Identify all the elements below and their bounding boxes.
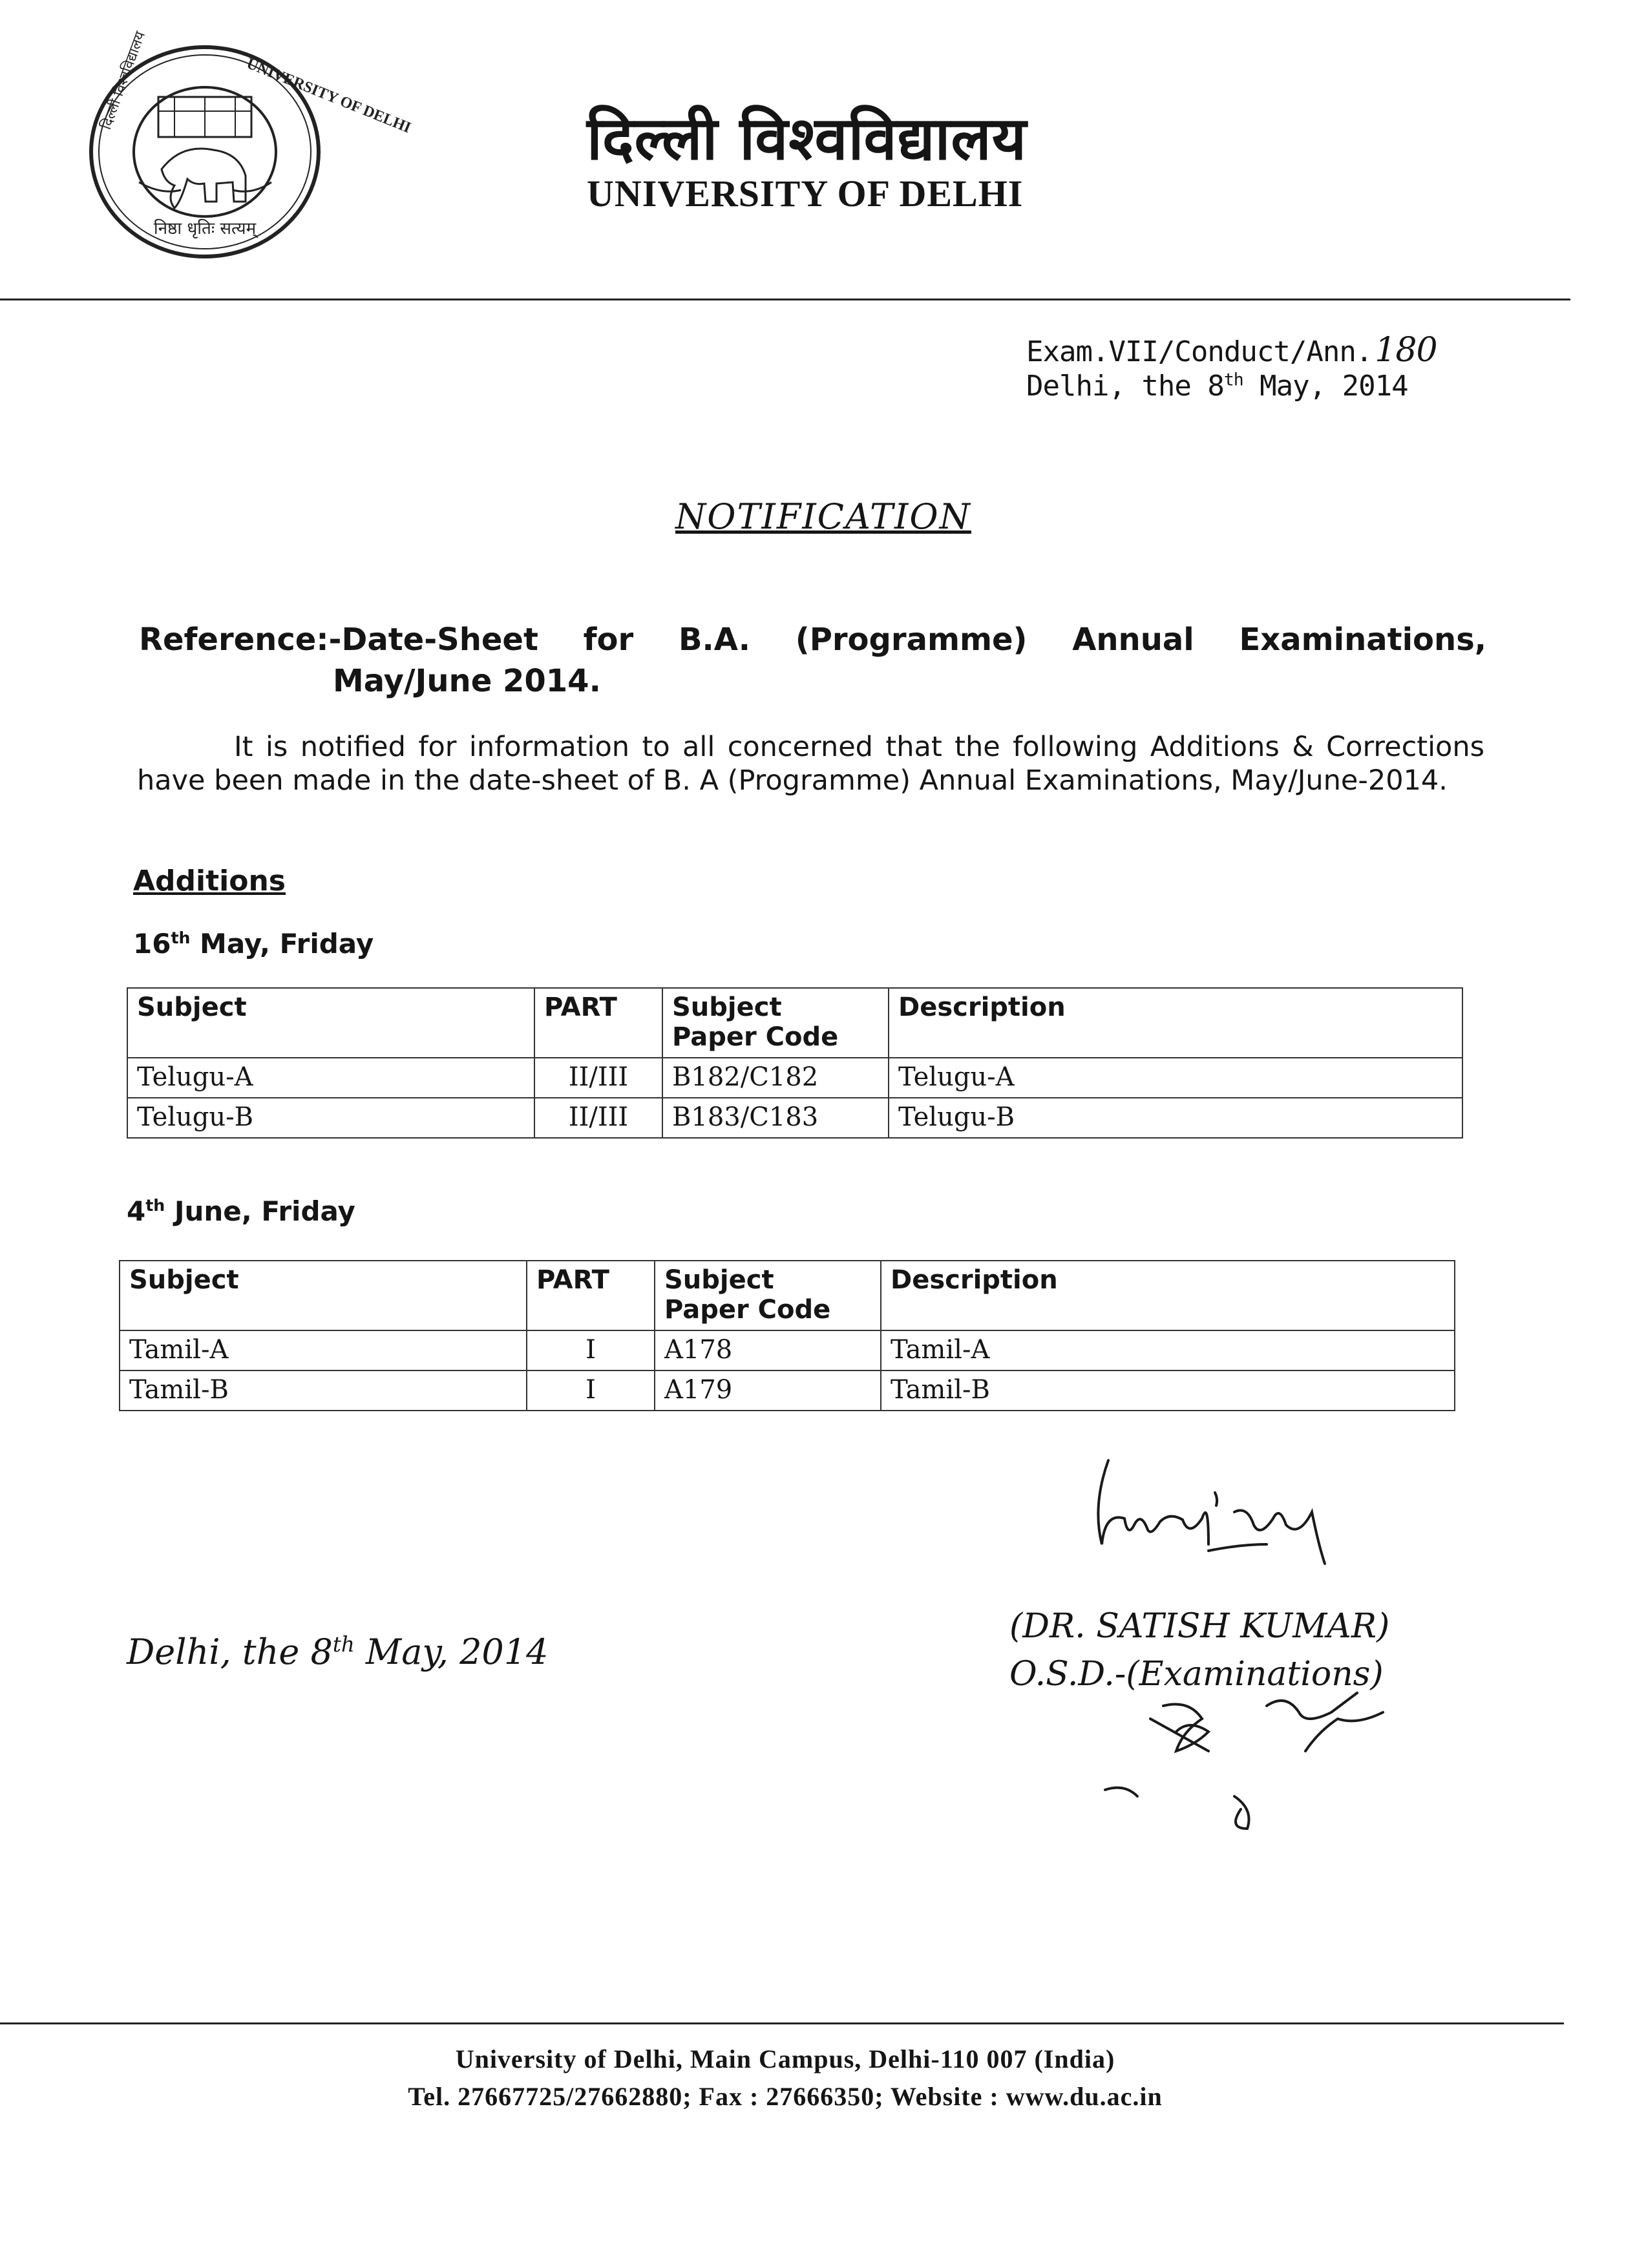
cell-description: Telugu-B [889,1098,1462,1138]
cell-part: II/III [534,1098,662,1138]
date-rest: May, Friday [190,928,374,960]
notification-body [137,730,1484,797]
reference-word: Reference:-Date-Sheet [139,622,538,658]
ref-date-sup: th [1223,370,1243,390]
additions-heading: Additions [133,865,286,898]
place-date-sup: th [332,1632,355,1657]
cell-part: I [527,1370,655,1411]
reference-word: for [583,622,634,658]
table-header-row [127,988,1462,1058]
header-description: Description [881,1261,1455,1330]
cell-subject: Tamil-B [120,1370,527,1411]
datesheet-table-1 [127,987,1463,1139]
footer-contact: Tel. 27667725/27662880; Fax : 27666350; Website : www.du.ac.in [408,2082,1163,2111]
signatory-designation: O.S.D.-(Examinations) [1009,1655,1384,1694]
cell-description: Tamil-B [881,1370,1455,1411]
reference-date [1026,370,1408,403]
header-description: Description [889,988,1462,1058]
header-part: PART [534,988,662,1058]
place-date-prefix: Delhi, the 8 [127,1632,333,1672]
header-divider [0,299,1570,300]
footer [0,2041,1570,2116]
reference-heading [139,619,1486,702]
cell-part: II/III [534,1058,662,1098]
place-date-suffix: May, 2014 [354,1632,549,1672]
table-row [127,1058,1462,1098]
table-header-row [120,1261,1455,1330]
section-date-2 [127,1195,355,1227]
reference-line-1 [139,619,1486,660]
table-row [127,1098,1462,1138]
table-row [120,1330,1455,1370]
reference-number [1026,331,1437,370]
cell-subject: Telugu-A [127,1058,534,1098]
university-name-hindi: दिल्ली विश्वविद्यालय [587,103,1028,173]
ref-date-suffix: May, 2014 [1243,370,1408,403]
table-row [120,1370,1455,1411]
reference-word: Annual [1072,622,1194,658]
cell-code: A178 [655,1330,881,1370]
signatory-block [1009,1602,1389,1698]
section-date-1 [133,928,374,960]
date-rest: June, Friday [165,1195,355,1227]
signatory-name: (DR. SATISH KUMAR) [1009,1607,1390,1646]
cell-description: Telugu-A [889,1058,1462,1098]
header-paper-code: Subject Paper Code [662,988,889,1058]
date-sup: th [145,1196,165,1215]
reference-number-text: Exam.VII/Conduct/Ann. [1026,335,1373,368]
header-paper-code: Subject Paper Code [655,1261,881,1330]
handwritten-number: 180 [1375,331,1437,370]
place-date [127,1632,549,1672]
reference-line-2: May/June 2014. [333,663,601,699]
cell-code: B182/C182 [662,1058,889,1098]
cell-description: Tamil-A [881,1330,1455,1370]
cell-subject: Telugu-B [127,1098,534,1138]
cell-part: I [527,1330,655,1370]
cell-code: B183/C183 [662,1098,889,1138]
notification-title: NOTIFICATION [675,496,971,537]
date-sup: th [171,929,191,947]
university-name-english: UNIVERSITY OF DELHI [587,173,1024,215]
datesheet-table-2 [119,1260,1455,1411]
svg-text:दिल्ली विश्वविद्यालय: दिल्ली विश्वविद्यालय [98,29,149,132]
reference-word: (Programme) [795,622,1028,658]
header-subject: Subject [127,988,534,1058]
body-text: It is notified for information to all concerned that the following Additions & Corrections have been made in the date-sheet of B. A (Programme) Annual Examinations, May/June-2014. [137,731,1484,797]
cell-code: A179 [655,1370,881,1411]
reference-word: B.A. [678,622,751,658]
cell-subject: Tamil-A [120,1330,527,1370]
ref-date-prefix: Delhi, the 8 [1026,370,1224,403]
svg-text:निष्ठा धृतिः सत्यम्: निष्ठा धृतिः सत्यम् [153,219,257,238]
footer-divider [0,2022,1564,2024]
header-part: PART [527,1261,655,1330]
svg-text:UNIVERSITY OF DELHI: UNIVERSITY OF DELHI [244,55,414,137]
date-number: 16 [133,928,171,960]
header-subject: Subject [120,1261,527,1330]
footer-address: University of Delhi, Main Campus, Delhi-110 007 (India) [455,2044,1115,2074]
university-seal-logo [84,29,414,264]
reference-word: Examinations, [1239,622,1486,658]
date-number: 4 [127,1195,146,1227]
